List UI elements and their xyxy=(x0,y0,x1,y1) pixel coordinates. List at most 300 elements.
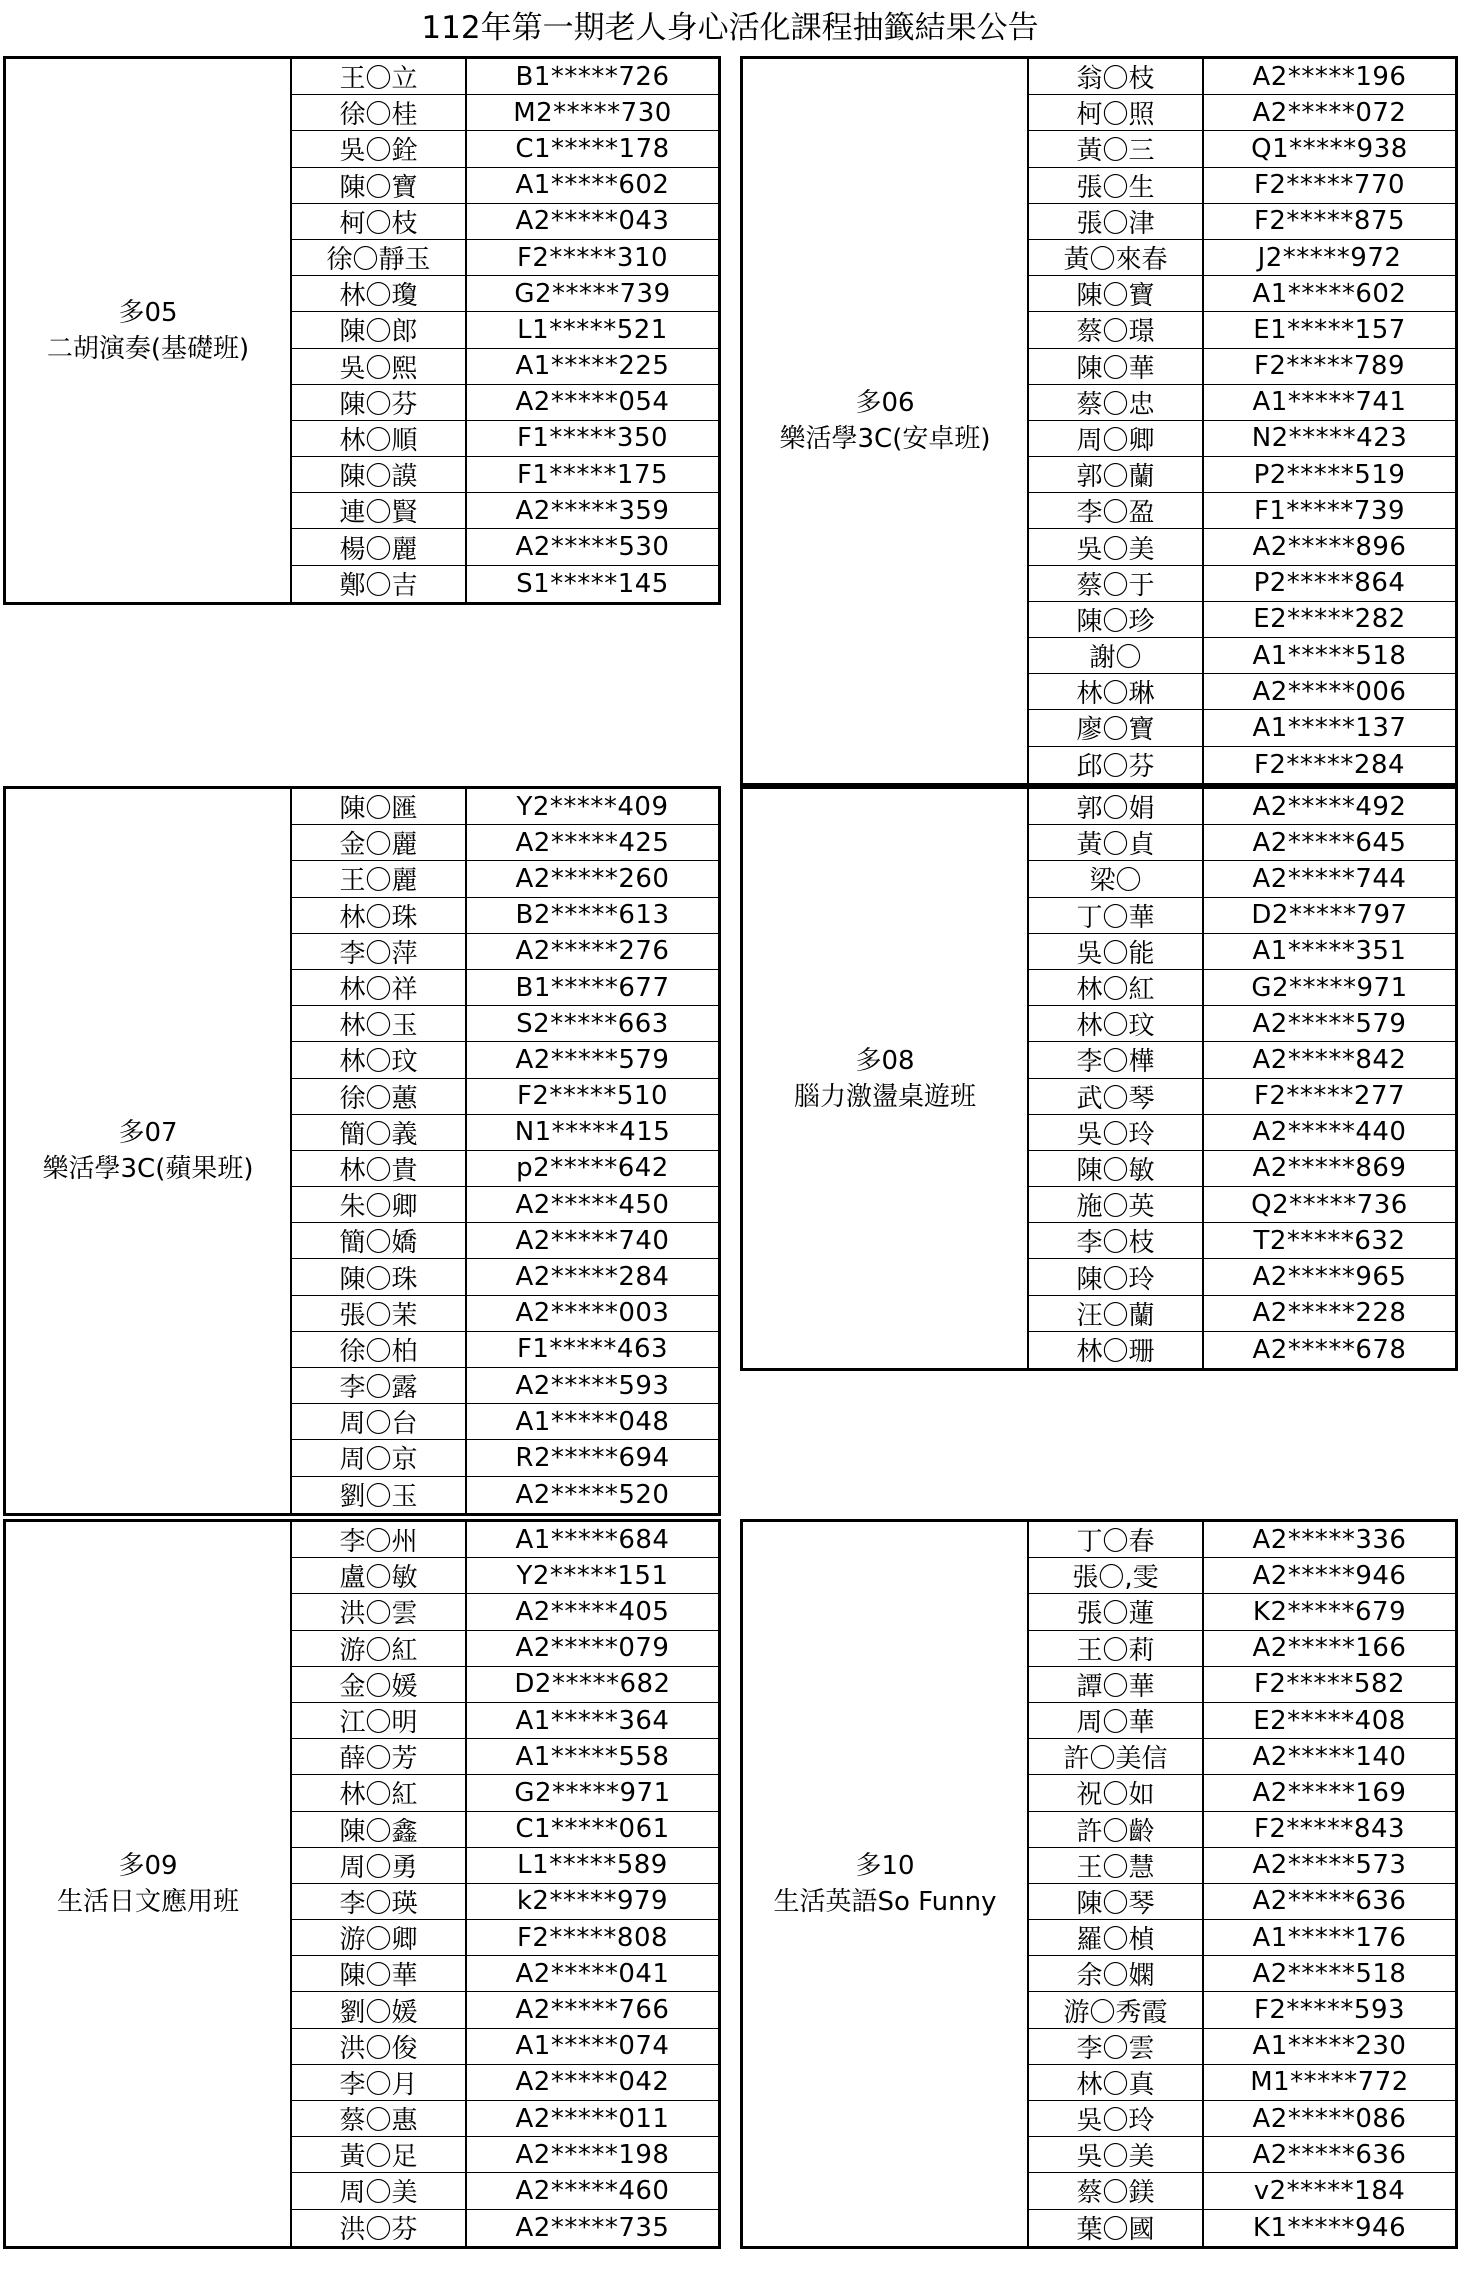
table-row xyxy=(1029,1739,1455,1775)
course-name: 二胡演奏(基礎班) xyxy=(46,333,250,364)
table-row xyxy=(292,898,718,934)
table-row xyxy=(1029,1079,1455,1115)
participant-name: 丁〇春 xyxy=(1029,1522,1204,1557)
participant-name: 楊〇麗 xyxy=(292,529,467,564)
participant-name: 陳〇琴 xyxy=(1029,1884,1204,1919)
participant-name: 周〇華 xyxy=(1029,1703,1204,1738)
participant-name: 林〇祥 xyxy=(292,970,467,1005)
table-row xyxy=(292,1223,718,1259)
table-row xyxy=(292,312,718,348)
participant-id: Q1*****938 xyxy=(1251,133,1408,164)
participant-id: A1*****176 xyxy=(1252,1922,1407,1953)
participant-name: 徐〇蕙 xyxy=(292,1079,467,1114)
participant-id: A1*****225 xyxy=(515,351,670,382)
table-row xyxy=(292,2029,718,2065)
table-row xyxy=(292,1631,718,1667)
table-row xyxy=(292,1006,718,1042)
participant-id: A2*****492 xyxy=(1252,791,1407,822)
participant-name: 黃〇來春 xyxy=(1029,240,1204,275)
table-row xyxy=(1029,2137,1455,2173)
table-row xyxy=(1029,970,1455,1006)
participant-id: A1*****741 xyxy=(1252,387,1407,418)
table-row xyxy=(1029,1848,1455,1884)
participant-id: E2*****282 xyxy=(1253,604,1406,635)
participant-name: 吳〇銓 xyxy=(292,131,467,166)
table-row xyxy=(292,2173,718,2209)
table-row xyxy=(1029,674,1455,710)
course-name: 樂活學3C(蘋果班) xyxy=(42,1154,254,1184)
course-label xyxy=(743,1522,1029,2246)
participant-name: 盧〇敏 xyxy=(292,1558,467,1593)
table-row xyxy=(292,1884,718,1920)
course-name: 腦力激盪桌遊班 xyxy=(793,1081,976,1112)
participant-id: A1*****074 xyxy=(515,2031,670,2062)
participant-name: 林〇琳 xyxy=(1029,674,1204,709)
participant-id: A2*****450 xyxy=(515,1189,670,1220)
table-row xyxy=(292,1812,718,1848)
participant-name: 林〇紅 xyxy=(292,1775,467,1810)
table-row xyxy=(292,1920,718,1956)
table-row xyxy=(1029,1992,1455,2028)
table-row xyxy=(1029,1703,1455,1739)
participant-name: 陳〇寶 xyxy=(1029,276,1204,311)
participant-name: 游〇秀霞 xyxy=(1029,1992,1204,2027)
table-row xyxy=(292,861,718,897)
participant-id: A2*****744 xyxy=(1252,863,1407,894)
participant-id: A1*****137 xyxy=(1252,712,1407,743)
participant-name: 李〇州 xyxy=(292,1522,467,1557)
table-row xyxy=(1029,1151,1455,1187)
participant-id: A2*****645 xyxy=(1252,827,1407,858)
table-row xyxy=(1029,934,1455,970)
participant-name: 周〇台 xyxy=(292,1404,467,1439)
participant-name: 游〇卿 xyxy=(292,1920,467,1955)
participant-name: 武〇琴 xyxy=(1029,1079,1204,1114)
participant-id: A2*****198 xyxy=(515,2139,670,2170)
table-row xyxy=(1029,898,1455,934)
table-row xyxy=(292,1042,718,1078)
participant-name: 徐〇柏 xyxy=(292,1332,467,1367)
participant-name: 柯〇照 xyxy=(1029,95,1204,130)
participant-id: A2*****072 xyxy=(1252,97,1407,128)
participant-id: F2*****770 xyxy=(1253,170,1406,201)
table-row xyxy=(292,95,718,131)
course-block-10 xyxy=(740,1519,1458,2249)
participant-name: 周〇美 xyxy=(292,2173,467,2208)
participant-id: p2*****642 xyxy=(516,1153,669,1184)
participant-name: 王〇莉 xyxy=(1029,1631,1204,1666)
participant-id: A2*****228 xyxy=(1252,1298,1407,1329)
participant-id: A2*****579 xyxy=(515,1044,670,1075)
participant-name: 張〇津 xyxy=(1029,204,1204,239)
table-row xyxy=(1029,1006,1455,1042)
course-block-09 xyxy=(3,1519,721,2249)
participant-name: 鄭〇吉 xyxy=(292,566,467,602)
participant-name: 陳〇鑫 xyxy=(292,1812,467,1847)
table-row xyxy=(1029,240,1455,276)
participant-name: 郭〇娟 xyxy=(1029,789,1204,824)
participant-name: 王〇慧 xyxy=(1029,1848,1204,1883)
table-row xyxy=(292,970,718,1006)
page-title: 112年第一期老人身心活化課程抽籤結果公告 xyxy=(421,10,1039,46)
participant-name: 郭〇蘭 xyxy=(1029,457,1204,492)
participant-id: K1*****946 xyxy=(1252,2212,1407,2243)
participant-name: 余〇嫻 xyxy=(1029,1956,1204,1991)
participant-id: F2*****843 xyxy=(1253,1814,1406,1845)
participant-id: A2*****276 xyxy=(515,936,670,967)
table-row xyxy=(292,825,718,861)
participant-id: F2*****310 xyxy=(516,242,669,273)
participant-name: 張〇生 xyxy=(1029,168,1204,203)
participant-name: 洪〇芬 xyxy=(292,2210,467,2246)
participant-id: A2*****359 xyxy=(515,495,670,526)
participant-name: 葉〇國 xyxy=(1029,2210,1204,2246)
participant-id: S2*****663 xyxy=(516,1008,669,1039)
table-row xyxy=(1029,349,1455,385)
table-row xyxy=(292,1558,718,1594)
participant-id: P2*****519 xyxy=(1253,459,1406,490)
course-label xyxy=(743,59,1029,783)
participant-id: F2*****510 xyxy=(516,1081,669,1112)
participant-id: D2*****797 xyxy=(1251,900,1408,931)
participant-name: 劉〇媛 xyxy=(292,1992,467,2027)
table-row xyxy=(1029,747,1455,783)
course-label xyxy=(6,1522,292,2246)
participant-name: 吳〇玲 xyxy=(1029,2101,1204,2136)
table-row xyxy=(292,2210,718,2246)
table-row xyxy=(292,2065,718,2101)
participant-id: A2*****006 xyxy=(1252,676,1407,707)
participant-name: 林〇紅 xyxy=(1029,970,1204,1005)
roster-table xyxy=(292,1522,718,2246)
participant-id: A1*****602 xyxy=(515,170,670,201)
participant-name: 李〇雲 xyxy=(1029,2029,1204,2064)
participant-name: 李〇月 xyxy=(292,2065,467,2100)
participant-name: 陳〇敏 xyxy=(1029,1151,1204,1186)
participant-id: M1*****772 xyxy=(1250,2067,1409,2098)
participant-name: 陳〇華 xyxy=(292,1956,467,1991)
participant-id: F2*****284 xyxy=(1253,749,1406,780)
participant-id: A1*****230 xyxy=(1252,2031,1407,2062)
table-row xyxy=(1029,529,1455,565)
participant-name: 游〇紅 xyxy=(292,1631,467,1666)
table-row xyxy=(1029,59,1455,95)
participant-name: 許〇齡 xyxy=(1029,1812,1204,1847)
participant-name: 朱〇卿 xyxy=(292,1187,467,1222)
table-row xyxy=(1029,1884,1455,1920)
participant-id: A2*****284 xyxy=(515,1262,670,1293)
participant-name: 王〇麗 xyxy=(292,861,467,896)
participant-id: A2*****636 xyxy=(1252,2139,1407,2170)
participant-id: A1*****558 xyxy=(515,1741,670,1772)
table-row xyxy=(292,1079,718,1115)
participant-id: A2*****946 xyxy=(1252,1560,1407,1591)
participant-id: L1*****589 xyxy=(517,1850,668,1881)
participant-name: 薛〇芳 xyxy=(292,1739,467,1774)
participant-name: 洪〇俊 xyxy=(292,2029,467,2064)
participant-id: F2*****593 xyxy=(1253,1995,1406,2026)
participant-id: E2*****408 xyxy=(1253,1705,1406,1736)
participant-name: 徐〇靜玉 xyxy=(292,240,467,275)
participant-name: 梁〇 xyxy=(1029,861,1204,896)
roster-table xyxy=(1029,789,1455,1368)
participant-name: 陳〇珠 xyxy=(292,1259,467,1294)
participant-id: A2*****440 xyxy=(1252,1117,1407,1148)
table-row xyxy=(292,1187,718,1223)
participant-id: A2*****766 xyxy=(515,1995,670,2026)
participant-id: A1*****351 xyxy=(1252,936,1407,967)
table-row xyxy=(292,1956,718,1992)
participant-name: 黃〇貞 xyxy=(1029,825,1204,860)
participant-name: 吳〇玲 xyxy=(1029,1115,1204,1150)
participant-name: 陳〇珍 xyxy=(1029,602,1204,637)
participant-name: 祝〇如 xyxy=(1029,1775,1204,1810)
table-row xyxy=(1029,566,1455,602)
participant-name: 吳〇熙 xyxy=(292,349,467,384)
participant-name: 李〇露 xyxy=(292,1368,467,1403)
participant-id: B1*****726 xyxy=(515,61,670,92)
participant-id: A2*****079 xyxy=(515,1633,670,1664)
participant-id: A2*****965 xyxy=(1252,1262,1407,1293)
table-row xyxy=(292,2101,718,2137)
table-row xyxy=(292,1151,718,1187)
participant-name: 蔡〇鎂 xyxy=(1029,2173,1204,2208)
table-row xyxy=(292,1667,718,1703)
table-row xyxy=(292,168,718,204)
participant-id: A2*****169 xyxy=(1252,1777,1407,1808)
table-row xyxy=(1029,1558,1455,1594)
table-row xyxy=(1029,1115,1455,1151)
participant-name: 張〇茉 xyxy=(292,1296,467,1331)
participant-id: N1*****415 xyxy=(514,1117,671,1148)
course-name: 樂活學3C(安卓班) xyxy=(779,424,991,454)
participant-name: 陳〇謨 xyxy=(292,457,467,492)
participant-id: Y2*****409 xyxy=(516,791,669,822)
table-row xyxy=(1029,421,1455,457)
participant-id: A1*****684 xyxy=(515,1524,670,1555)
table-row xyxy=(292,276,718,312)
participant-name: 金〇麗 xyxy=(292,825,467,860)
table-row xyxy=(1029,861,1455,897)
table-row xyxy=(292,2137,718,2173)
participant-id: F2*****808 xyxy=(516,1922,669,1953)
course-code: 多08 xyxy=(855,1045,915,1076)
participant-name: 施〇英 xyxy=(1029,1187,1204,1222)
table-row xyxy=(1029,2173,1455,2209)
table-row xyxy=(1029,1223,1455,1259)
participant-id: A1*****518 xyxy=(1252,640,1407,671)
participant-name: 張〇,雯 xyxy=(1029,1558,1204,1593)
roster-table xyxy=(292,789,718,1513)
participant-id: G2*****971 xyxy=(1251,972,1408,1003)
table-row xyxy=(292,1440,718,1476)
participant-id: J2*****972 xyxy=(1257,242,1402,273)
course-label xyxy=(743,789,1029,1368)
table-row xyxy=(292,934,718,970)
participant-id: Q2*****736 xyxy=(1251,1189,1408,1220)
participant-id: A2*****166 xyxy=(1252,1633,1407,1664)
participant-name: 周〇卿 xyxy=(1029,421,1204,456)
table-row xyxy=(292,1594,718,1630)
table-row xyxy=(1029,276,1455,312)
participant-id: L1*****521 xyxy=(517,314,668,345)
participant-name: 黃〇三 xyxy=(1029,131,1204,166)
participant-id: A1*****602 xyxy=(1252,278,1407,309)
table-row xyxy=(1029,457,1455,493)
participant-id: S1*****145 xyxy=(516,568,669,599)
participant-id: F1*****175 xyxy=(516,459,669,490)
participant-name: 金〇媛 xyxy=(292,1667,467,1702)
participant-id: v2*****184 xyxy=(1253,2175,1406,2206)
table-row xyxy=(1029,1775,1455,1811)
table-row xyxy=(1029,710,1455,746)
table-row xyxy=(1029,385,1455,421)
participant-id: B2*****613 xyxy=(515,900,670,931)
participant-id: A2*****530 xyxy=(515,532,670,563)
participant-id: A2*****678 xyxy=(1252,1334,1407,1365)
course-code: 多06 xyxy=(855,388,915,418)
participant-id: A2*****425 xyxy=(515,827,670,858)
course-code: 多10 xyxy=(855,1851,915,1881)
participant-name: 翁〇枝 xyxy=(1029,59,1204,94)
participant-id: P2*****864 xyxy=(1253,568,1406,599)
participant-id: G2*****971 xyxy=(514,1777,671,1808)
participant-name: 蔡〇璟 xyxy=(1029,312,1204,347)
table-row xyxy=(1029,1522,1455,1558)
participant-name: 陳〇芬 xyxy=(292,385,467,420)
table-row xyxy=(292,1775,718,1811)
participant-id: A2*****636 xyxy=(1252,1886,1407,1917)
table-row xyxy=(292,1703,718,1739)
participant-name: 蔡〇忠 xyxy=(1029,385,1204,420)
table-row xyxy=(1029,312,1455,348)
participant-id: A2*****842 xyxy=(1252,1044,1407,1075)
participant-name: 謝〇 xyxy=(1029,638,1204,673)
roster-table xyxy=(292,59,718,602)
participant-id: A2*****518 xyxy=(1252,1958,1407,1989)
table-row xyxy=(292,1992,718,2028)
participant-id: A2*****054 xyxy=(515,387,670,418)
table-row xyxy=(1029,638,1455,674)
participant-name: 簡〇義 xyxy=(292,1115,467,1150)
table-row xyxy=(1029,1332,1455,1368)
table-row xyxy=(1029,1259,1455,1295)
participant-name: 洪〇雲 xyxy=(292,1594,467,1629)
course-label xyxy=(6,59,292,602)
participant-id: M2*****730 xyxy=(513,97,672,128)
table-row xyxy=(292,1259,718,1295)
participant-name: 汪〇蘭 xyxy=(1029,1296,1204,1331)
participant-id: A2*****579 xyxy=(1252,1008,1407,1039)
participant-id: A2*****573 xyxy=(1252,1850,1407,1881)
table-row xyxy=(292,1739,718,1775)
table-row xyxy=(292,1115,718,1151)
participant-name: 吳〇美 xyxy=(1029,529,1204,564)
participant-id: D2*****682 xyxy=(514,1669,671,1700)
participant-name: 林〇瓊 xyxy=(292,276,467,311)
table-row xyxy=(292,566,718,602)
participant-id: R2*****694 xyxy=(515,1442,670,1473)
table-row xyxy=(1029,1956,1455,1992)
participant-name: 李〇枝 xyxy=(1029,1223,1204,1258)
participant-name: 周〇京 xyxy=(292,1440,467,1475)
participant-id: A2*****336 xyxy=(1252,1524,1407,1555)
table-row xyxy=(292,1296,718,1332)
participant-name: 王〇立 xyxy=(292,59,467,94)
participant-id: A2*****086 xyxy=(1252,2103,1407,2134)
course-name: 生活英語So Funny xyxy=(773,1887,997,1917)
participant-name: 林〇順 xyxy=(292,421,467,456)
table-row xyxy=(1029,1812,1455,1848)
participant-id: N2*****423 xyxy=(1251,423,1408,454)
table-row xyxy=(1029,1667,1455,1703)
participant-id: F2*****277 xyxy=(1253,1081,1406,1112)
participant-id: A2*****460 xyxy=(515,2175,670,2206)
course-label xyxy=(6,789,292,1513)
participant-id: A2*****196 xyxy=(1252,61,1407,92)
course-name: 生活日文應用班 xyxy=(56,1887,239,1917)
participant-id: A2*****869 xyxy=(1252,1153,1407,1184)
table-row xyxy=(292,385,718,421)
table-row xyxy=(292,789,718,825)
participant-name: 黃〇足 xyxy=(292,2137,467,2172)
participant-name: 周〇勇 xyxy=(292,1848,467,1883)
table-row xyxy=(1029,493,1455,529)
participant-id: A2*****896 xyxy=(1252,532,1407,563)
participant-id: A2*****405 xyxy=(515,1596,670,1627)
participant-name: 李〇瑛 xyxy=(292,1884,467,1919)
participant-id: C1*****061 xyxy=(515,1814,670,1845)
participant-name: 吳〇美 xyxy=(1029,2137,1204,2172)
table-row xyxy=(1029,1920,1455,1956)
participant-id: A2*****011 xyxy=(515,2103,670,2134)
participant-id: G2*****739 xyxy=(514,278,671,309)
participant-name: 林〇玟 xyxy=(1029,1006,1204,1041)
participant-id: A1*****364 xyxy=(515,1705,670,1736)
participant-id: A2*****043 xyxy=(515,206,670,237)
course-code: 多05 xyxy=(118,297,178,328)
table-row xyxy=(1029,1187,1455,1223)
participant-name: 許〇美信 xyxy=(1029,1739,1204,1774)
participant-id: A2*****735 xyxy=(515,2212,670,2243)
table-row xyxy=(1029,1594,1455,1630)
participant-id: A2*****740 xyxy=(515,1225,670,1256)
participant-name: 劉〇玉 xyxy=(292,1477,467,1513)
participant-name: 林〇珊 xyxy=(1029,1332,1204,1368)
table-row xyxy=(292,1404,718,1440)
participant-name: 邱〇芬 xyxy=(1029,747,1204,783)
participant-name: 陳〇匯 xyxy=(292,789,467,824)
participant-name: 李〇盈 xyxy=(1029,493,1204,528)
participant-id: K2*****679 xyxy=(1252,1596,1407,1627)
participant-name: 蔡〇惠 xyxy=(292,2101,467,2136)
participant-id: F2*****875 xyxy=(1253,206,1406,237)
participant-name: 李〇萍 xyxy=(292,934,467,969)
participant-id: F2*****582 xyxy=(1253,1669,1406,1700)
table-row xyxy=(1029,95,1455,131)
table-row xyxy=(292,1368,718,1404)
table-row xyxy=(1029,2101,1455,2137)
table-row xyxy=(292,1332,718,1368)
table-row xyxy=(292,1522,718,1558)
course-block-07 xyxy=(3,786,721,1516)
course-block-05 xyxy=(3,56,721,605)
participant-name: 林〇珠 xyxy=(292,898,467,933)
participant-id: F1*****739 xyxy=(1253,495,1406,526)
participant-name: 徐〇桂 xyxy=(292,95,467,130)
course-block-08 xyxy=(740,786,1458,1371)
table-row xyxy=(292,240,718,276)
